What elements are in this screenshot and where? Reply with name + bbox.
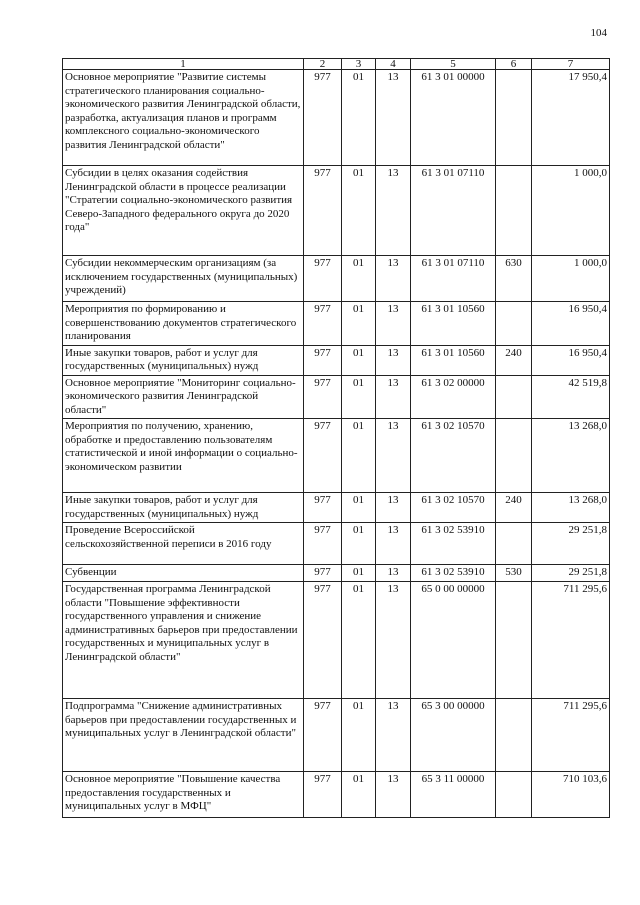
cell-expense-type: [496, 375, 532, 419]
cell-expense-type: 240: [496, 345, 532, 375]
row-name: Проведение Всероссийской сельскохозяйственной переписи в 2016 году: [63, 523, 304, 565]
row-name: Мероприятия по получению, хранению, обработке и предоставлению пользователям статистической и иной информации о социально-экономическом развитии: [63, 419, 304, 493]
cell-admin-code: 977: [304, 166, 342, 256]
page-number: 104: [590, 27, 607, 39]
cell-amount: 16 950,4: [532, 345, 610, 375]
cell-amount: 1 000,0: [532, 256, 610, 302]
cell-amount: 29 251,8: [532, 523, 610, 565]
cell-target-article: 65 3 11 00000: [411, 772, 496, 818]
column-header: 2: [304, 59, 342, 70]
row-name: Государственная программа Ленинградской области "Повышение эффективности государственного управления и снижение административных барьеров при предоставлении государственных и муниципальных услуг в Ленинградской области": [63, 582, 304, 699]
table-row: [63, 302, 610, 346]
cell-admin-code: 977: [304, 565, 342, 582]
table-row: [63, 256, 610, 302]
cell-target-article: 61 3 02 53910: [411, 523, 496, 565]
cell-expense-type: 240: [496, 493, 532, 523]
row-name: Мероприятия по формированию и совершенствованию документов стратегического планирования: [63, 302, 304, 346]
cell-section: 01: [342, 256, 376, 302]
cell-admin-code: 977: [304, 375, 342, 419]
table-row: [63, 70, 610, 166]
cell-target-article: 61 3 02 00000: [411, 375, 496, 419]
table-row: [63, 493, 610, 523]
cell-expense-type: [496, 419, 532, 493]
cell-admin-code: 977: [304, 523, 342, 565]
cell-subsection: 13: [376, 70, 411, 166]
cell-target-article: 61 3 02 10570: [411, 419, 496, 493]
cell-expense-type: 630: [496, 256, 532, 302]
cell-section: 01: [342, 582, 376, 699]
row-name: Подпрограмма "Снижение административных барьеров при предоставлении государственных и муниципальных услуг в Ленинградской области": [63, 699, 304, 772]
cell-section: 01: [342, 419, 376, 493]
table-row: [63, 419, 610, 493]
cell-target-article: 61 3 02 53910: [411, 565, 496, 582]
cell-admin-code: 977: [304, 772, 342, 818]
row-name: Субвенции: [63, 565, 304, 582]
row-name: Субсидии некоммерческим организациям (за исключением государственных (муниципальных) учреждений): [63, 256, 304, 302]
cell-section: 01: [342, 375, 376, 419]
column-header: 3: [342, 59, 376, 70]
row-name: Основное мероприятие "Мониторинг социально-экономического развития Ленинградской области": [63, 375, 304, 419]
cell-target-article: 65 3 00 00000: [411, 699, 496, 772]
cell-expense-type: [496, 302, 532, 346]
cell-target-article: 65 0 00 00000: [411, 582, 496, 699]
cell-section: 01: [342, 772, 376, 818]
column-header: 7: [532, 59, 610, 70]
cell-amount: 17 950,4: [532, 70, 610, 166]
cell-target-article: 61 3 01 07110: [411, 256, 496, 302]
cell-expense-type: [496, 699, 532, 772]
cell-expense-type: [496, 166, 532, 256]
table-row: [63, 345, 610, 375]
cell-amount: 711 295,6: [532, 582, 610, 699]
cell-admin-code: 977: [304, 419, 342, 493]
cell-amount: 16 950,4: [532, 302, 610, 346]
cell-section: 01: [342, 699, 376, 772]
cell-section: 01: [342, 345, 376, 375]
cell-admin-code: 977: [304, 493, 342, 523]
cell-admin-code: 977: [304, 302, 342, 346]
cell-expense-type: [496, 70, 532, 166]
cell-amount: 711 295,6: [532, 699, 610, 772]
cell-section: 01: [342, 493, 376, 523]
row-name: Иные закупки товаров, работ и услуг для государственных (муниципальных) нужд: [63, 345, 304, 375]
cell-section: 01: [342, 565, 376, 582]
cell-amount: 13 268,0: [532, 419, 610, 493]
cell-subsection: 13: [376, 256, 411, 302]
table-row: [63, 523, 610, 565]
cell-amount: 710 103,6: [532, 772, 610, 818]
budget-table: [62, 58, 610, 818]
cell-subsection: 13: [376, 699, 411, 772]
row-name: Основное мероприятие "Развитие системы стратегического планирования социально-экономического развития Ленинградской области, разработка, актуализация планов и программ комплексного социально-экономического развития Ленинградской области": [63, 70, 304, 166]
cell-admin-code: 977: [304, 582, 342, 699]
cell-target-article: 61 3 01 10560: [411, 345, 496, 375]
cell-admin-code: 977: [304, 699, 342, 772]
cell-subsection: 13: [376, 493, 411, 523]
cell-expense-type: [496, 523, 532, 565]
cell-admin-code: 977: [304, 345, 342, 375]
column-header: 6: [496, 59, 532, 70]
cell-target-article: 61 3 01 10560: [411, 302, 496, 346]
cell-expense-type: 530: [496, 565, 532, 582]
cell-subsection: 13: [376, 419, 411, 493]
cell-subsection: 13: [376, 582, 411, 699]
column-header: 4: [376, 59, 411, 70]
row-name: Основное мероприятие "Повышение качества предоставления государственных и муниципальных услуг в МФЦ": [63, 772, 304, 818]
cell-target-article: 61 3 01 07110: [411, 166, 496, 256]
table-row: [63, 166, 610, 256]
cell-amount: 1 000,0: [532, 166, 610, 256]
cell-amount: 42 519,8: [532, 375, 610, 419]
cell-subsection: 13: [376, 166, 411, 256]
table-row: [63, 582, 610, 699]
table-row: [63, 772, 610, 818]
cell-target-article: 61 3 02 10570: [411, 493, 496, 523]
cell-expense-type: [496, 582, 532, 699]
cell-subsection: 13: [376, 523, 411, 565]
cell-section: 01: [342, 166, 376, 256]
cell-subsection: 13: [376, 375, 411, 419]
cell-subsection: 13: [376, 772, 411, 818]
cell-section: 01: [342, 523, 376, 565]
cell-admin-code: 977: [304, 70, 342, 166]
row-name: Иные закупки товаров, работ и услуг для государственных (муниципальных) нужд: [63, 493, 304, 523]
cell-subsection: 13: [376, 565, 411, 582]
cell-amount: 13 268,0: [532, 493, 610, 523]
column-header: 5: [411, 59, 496, 70]
table-row: [63, 565, 610, 582]
header-row: [63, 59, 610, 70]
cell-expense-type: [496, 772, 532, 818]
table-row: [63, 375, 610, 419]
cell-amount: 29 251,8: [532, 565, 610, 582]
cell-subsection: 13: [376, 345, 411, 375]
row-name: Субсидии в целях оказания содействия Ленинградской области в процессе реализации "Стратегии социально-экономического развития Северо-Западного федерального округа до 2020 года": [63, 166, 304, 256]
cell-admin-code: 977: [304, 256, 342, 302]
table-row: [63, 699, 610, 772]
cell-section: 01: [342, 302, 376, 346]
cell-section: 01: [342, 70, 376, 166]
cell-target-article: 61 3 01 00000: [411, 70, 496, 166]
cell-subsection: 13: [376, 302, 411, 346]
column-header: 1: [63, 59, 304, 70]
